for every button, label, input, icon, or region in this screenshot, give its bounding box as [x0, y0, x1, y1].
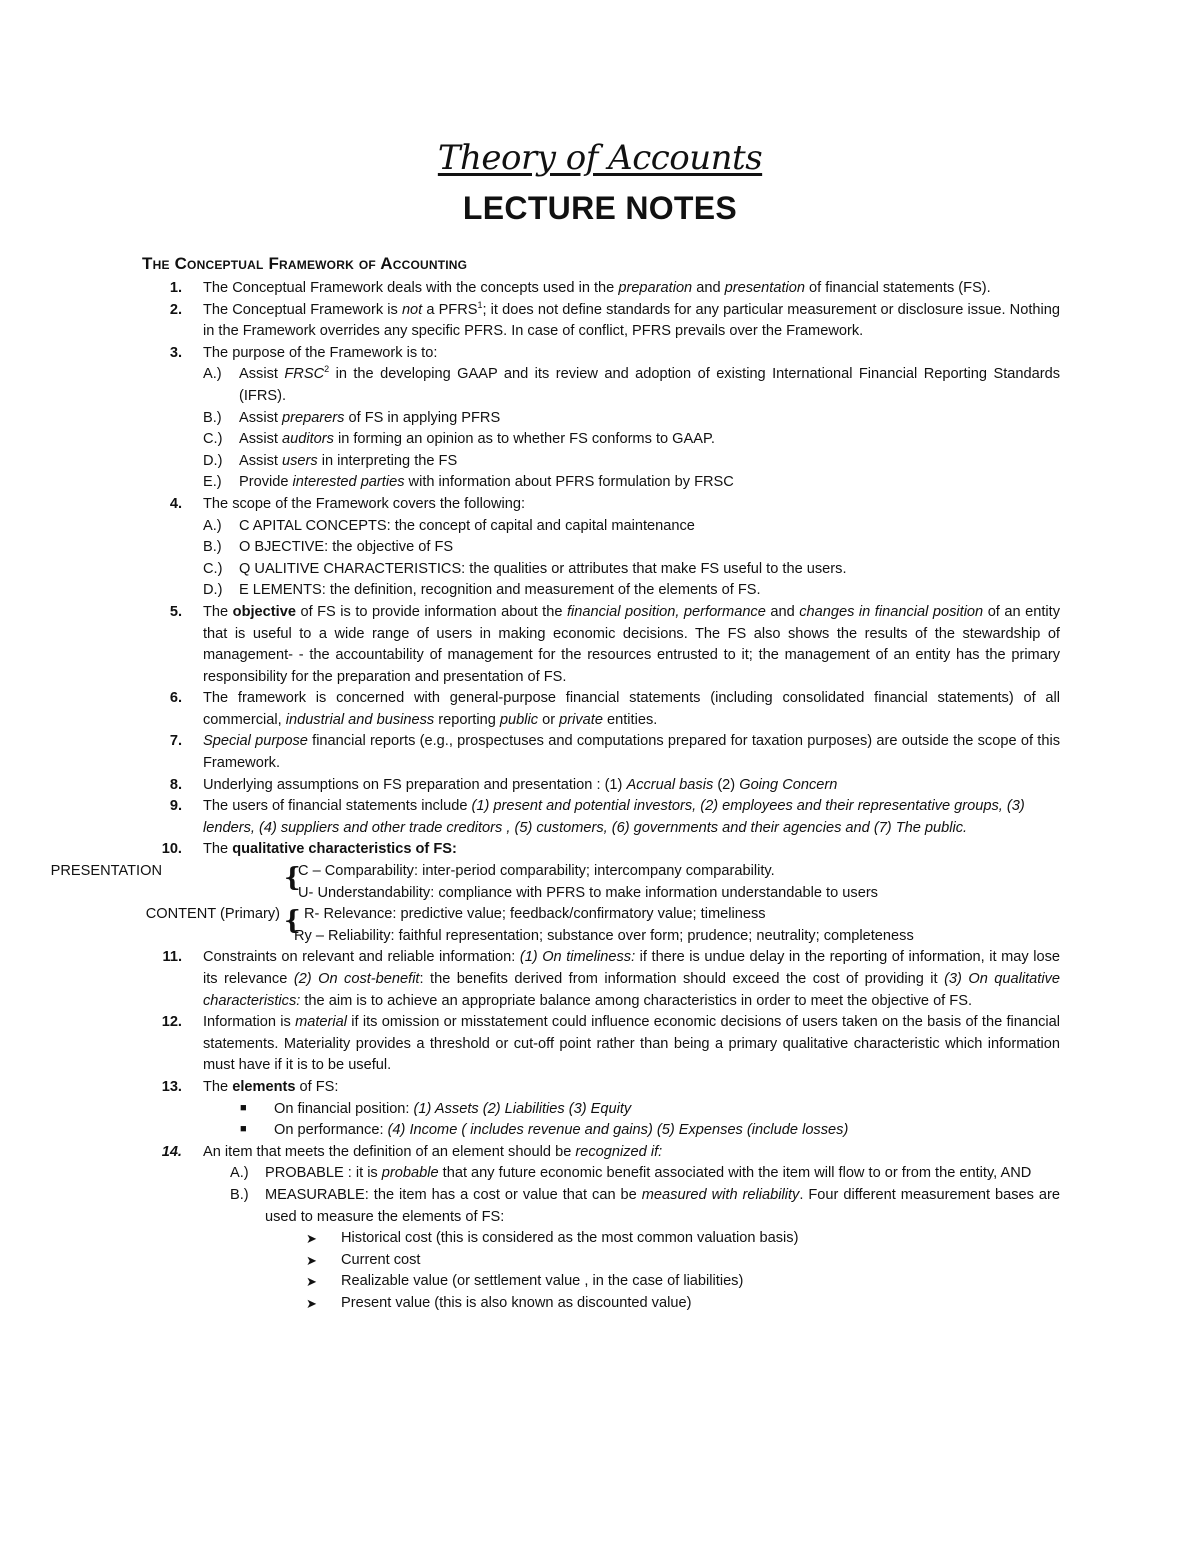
sub-item-4d: D.) E LEMENTS: the definition, recognition and measurement of the elements of FS.: [203, 582, 761, 599]
qc-content-label: CONTENT (Primary): [145, 906, 280, 923]
sub-item-3c: C.) Assist auditors in forming an opinion as to whether FS conforms to GAAP.: [203, 431, 715, 448]
measurement-basis-present: ➤ Present value (this is also known as discounted value): [0, 1293, 1060, 1315]
sub-item-3b: B.) Assist preparers of FS in applying PFRS: [203, 409, 501, 426]
sub-item-14a: A.) PROBABLE : it is probable that any future economic benefit associated with the item will flow to or from the entity, AND: [230, 1165, 1032, 1182]
list-item-8: 8. Underlying assumptions on FS preparation and presentation : (1) Accrual basis (2) Going Concern: [169, 776, 838, 793]
bullet-item-performance: ■ On performance: (4) Income ( includes revenue and gains) (5) Expenses (include losses): [0, 1120, 1060, 1142]
qc-row-reliability: Ry – Reliability: faithful representation; substance over form; prudence; neutrality; completeness: [294, 927, 914, 944]
sub-item-3e: E.) Provide interested parties with information about PFRS formulation by FRSC: [203, 474, 734, 491]
document-title: Theory of Accounts: [437, 138, 763, 178]
list-item-13: 13. The elements of FS:: [161, 1078, 339, 1095]
qc-row-understandability: U- Understandability: compliance with PFRS to make information understandable to users: [298, 884, 878, 901]
list-item-4: 4. The scope of the Framework covers the following:: [169, 495, 526, 512]
bullet-item-financial-position: ■ On financial position: (1) Assets (2) Liabilities (3) Equity: [0, 1099, 1060, 1121]
arrow-bullet-icon: ➤: [306, 1274, 317, 1290]
brace-icon: {: [284, 906, 301, 937]
list-item-10: 10. The qualitative characteristics of FS:: [161, 841, 457, 858]
sub-item-4b: B.) O BJECTIVE: the objective of FS: [203, 539, 454, 556]
list-item-12: 12. Information is material if its omission or misstatement could influence economic decisions of users taken on the basis of the financial statements. Materiality provides a threshold or cut-off point rather than being a primary qualitative characteristic which information must have if it is to be useful.: [161, 1014, 1061, 1074]
qc-row-comparability: PRESENTATION { C – Comparability: inter-period comparability; intercompany comparability.: [0, 861, 1200, 883]
qc-presentation-label: PRESENTATION: [50, 863, 162, 880]
square-bullet-icon: ■: [240, 1101, 247, 1114]
list-item-9: 9. The users of financial statements include (1) present and potential investors, (2) employees and their representative groups, (3) lenders, (4) suppliers and other trade creditors , (5) customers, (6) governments and their agencies and (7) The public.: [169, 798, 1025, 836]
list-item-7: 7. Special purpose financial reports (e.g., prospectuses and computations prepared for taxation purposes) are outside the scope of this Framework.: [169, 733, 1060, 772]
measurement-basis-realizable: ➤ Realizable value (or settlement value , in the case of liabilities): [0, 1271, 1060, 1293]
list-item-1: 1. The Conceptual Framework deals with the concepts used in the preparation and presentation of financial statements (FS).: [169, 280, 991, 296]
list-item-5: 5. The objective of FS is to provide information about the financial position, performance and changes in financial position of an entity that is useful to a wide range of users in making economic decisions. The FS also shows the results of the stewardship of management- - the accountability of management for the resources entrusted to it; the management of an entity has the primary responsibility for the preparation and presentation of FS.: [169, 603, 1061, 685]
sub-item-14b: B.) MEASURABLE: the item has a cost or value that can be measured with reliability. Four different measurement bases are used to measure the elements of FS:: [230, 1186, 1061, 1225]
section-heading: The Conceptual Framework of Accounting: [142, 254, 468, 273]
notes-body: [0, 278, 1200, 1315]
arrow-bullet-icon: ➤: [306, 1252, 317, 1268]
list-item-6: 6. The framework is concerned with general-purpose financial statements (including consolidated financial statements) of all commercial, industrial and business reporting public or private entities.: [169, 690, 1060, 728]
list-item-2: 2. The Conceptual Framework is not a PFRS$^1$; it does not define standards for any particular measurement or disclosure issue. Nothing in the Framework overrides any specific PFRS. In case of conflict, PFRS prevails over the Framework.: [169, 299, 1060, 340]
sub-item-4c: C.) Q UALITIVE CHARACTERISTICS: the qualities or attributes that make FS useful to the users.: [203, 560, 847, 577]
sub-item-3a: A.) Assist FRSC$^2$ in the developing GAAP and its review and adoption of existing International Financial Reporting Standards (IFRS).: [203, 364, 1060, 404]
measurement-basis-current: ➤ Current cost: [0, 1250, 1060, 1272]
brace-icon: {: [284, 863, 301, 894]
list-item-3: 3. The purpose of the Framework is to:: [169, 344, 438, 361]
sub-item-4a: A.) C APITAL CONCEPTS: the concept of capital and capital maintenance: [203, 517, 695, 534]
list-item-11: 11. Constraints on relevant and reliable information: (1) On timeliness: if there is undue delay in the reporting of information, it may lose its relevance (2) On cost-benefit: the benefits derived from information should exceed the cost of providing it (3) On qualitative characteristics: the aim is to achieve an appropriate balance among characteristics in order to meet the objective of FS.: [162, 949, 1061, 1009]
square-bullet-icon: ■: [240, 1123, 247, 1136]
list-item-14: 14. An item that meets the definition of an element should be recognized if:: [161, 1143, 663, 1160]
sub-item-3d: D.) Assist users in interpreting the FS: [203, 452, 458, 469]
measurement-basis-historical: ➤ Historical cost (this is considered as the most common valuation basis): [0, 1228, 1060, 1250]
qc-row-relevance: CONTENT (Primary) { R- Relevance: predictive value; feedback/confirmatory value; timeliness: [0, 904, 1200, 926]
document-subtitle: LECTURE NOTES: [462, 190, 738, 226]
arrow-bullet-icon: ➤: [306, 1295, 317, 1311]
arrow-bullet-icon: ➤: [306, 1231, 317, 1247]
